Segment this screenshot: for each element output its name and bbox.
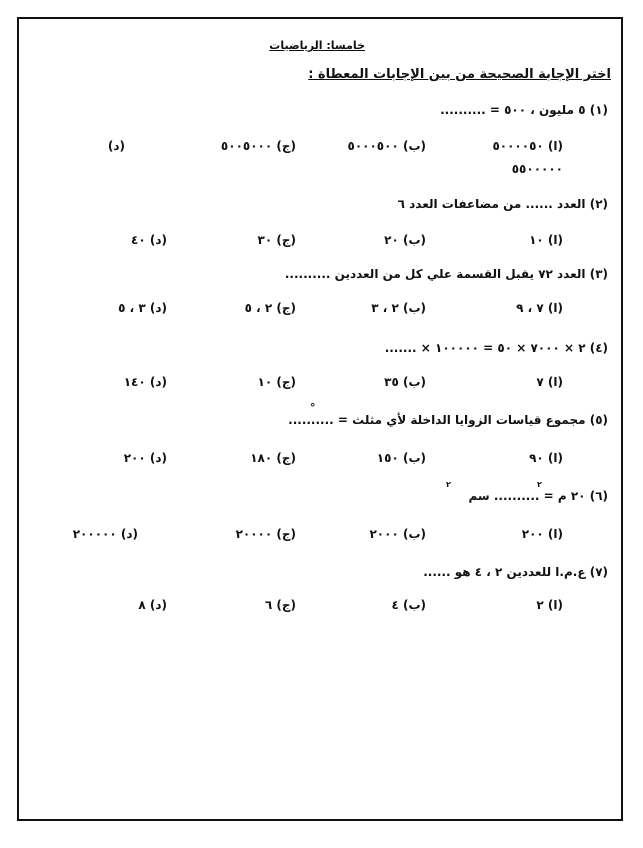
option-c: (ج) ٢٠٠٠٠ (235, 527, 296, 541)
option-b: (ب) ٣٥ (384, 375, 426, 389)
option-d: (د) ٣ ، ٥ (118, 301, 167, 315)
option-c: (ج) ٣٠ (257, 233, 296, 247)
option-a: (ا) ٢٠٠ (521, 527, 563, 541)
superscript-2: ٢ (446, 480, 451, 489)
question-4 (385, 342, 608, 354)
question-text: ٥ مليون ، ٥٠٠ = .......... (440, 103, 586, 117)
question-number: (٢) (589, 197, 608, 211)
question-text: العدد ...... من مضاعفات العدد ٦ (397, 197, 586, 211)
option-d: (د) ٢٠٠ (123, 451, 167, 465)
option-b: (ب) ٢ ، ٣ (371, 301, 426, 315)
question-1 (440, 104, 608, 116)
option-c: (ج) ١٨٠ (250, 451, 296, 465)
option-c: (ج) ١٠ (257, 375, 296, 389)
option-a-continued: ٥٥٠٠٠٠٠ (511, 162, 563, 176)
option-d: (د) (107, 139, 125, 153)
question-number: (٤) (589, 341, 608, 355)
question-number: (٣) (589, 267, 608, 281)
option-b: (ب) ٢٠ (384, 233, 426, 247)
option-a: (ا) ٩٠ (529, 451, 563, 465)
option-a: (ا) ٧ (536, 375, 563, 389)
degree-symbol: ° (310, 401, 316, 414)
question-5 (288, 414, 608, 426)
option-c: (ج) ٢ ، ٥ (244, 301, 296, 315)
question-text-part-1: ٢٠ م (557, 489, 586, 503)
question-text: العدد ٧٢ يقبل القسمة علي كل من العددين .......... (284, 267, 586, 281)
question-3 (285, 268, 608, 280)
question-6 (468, 490, 608, 502)
question-number: (١) (589, 103, 608, 117)
question-number: (٥) (589, 413, 608, 427)
option-a: (ا) ٢ (536, 598, 563, 612)
option-b: (ب) ٥٠٠٠٥٠٠ (347, 139, 426, 153)
superscript-2: ٢ (537, 480, 542, 489)
question-text: ٢ × ٧٠٠٠ × ٥٠ = ١٠٠٠٠٠ × ....... (384, 341, 586, 355)
question-2 (398, 198, 608, 210)
section-title: خامسا: الرياضيات (269, 39, 365, 52)
option-b: (ب) ١٥٠ (376, 451, 426, 465)
question-text: مجموع قياسات الزوايا الداخلة لأي مثلث = .......... (288, 413, 586, 427)
option-d: (د) ٢٠٠٠٠٠ (72, 527, 138, 541)
question-text: ع.م.ا للعددين ٢ ، ٤ هو ...... (423, 565, 586, 579)
option-c: (ج) ٥٠٠٥٠٠٠ (220, 139, 296, 153)
instruction: اختر الإجابة الصحيحة من بين الإجابات المعطاة : (308, 67, 611, 82)
question-text-part-2: = .......... سم (468, 489, 554, 503)
option-c: (ج) ٦ (264, 598, 296, 612)
question-number: (٦) (589, 489, 608, 503)
option-a: (ا) ١٠ (529, 233, 563, 247)
option-a: (ا) ٥٠٠٠٠٥٠ (492, 139, 563, 153)
option-b: (ب) ٤ (391, 598, 426, 612)
option-b: (ب) ٢٠٠٠ (369, 527, 426, 541)
option-d: (د) ١٤٠ (123, 375, 167, 389)
question-number: (٧) (589, 565, 608, 579)
option-d: (د) ٨ (138, 598, 167, 612)
option-d: (د) ٤٠ (131, 233, 167, 247)
option-a: (ا) ٧ ، ٩ (516, 301, 563, 315)
question-7 (423, 566, 608, 578)
